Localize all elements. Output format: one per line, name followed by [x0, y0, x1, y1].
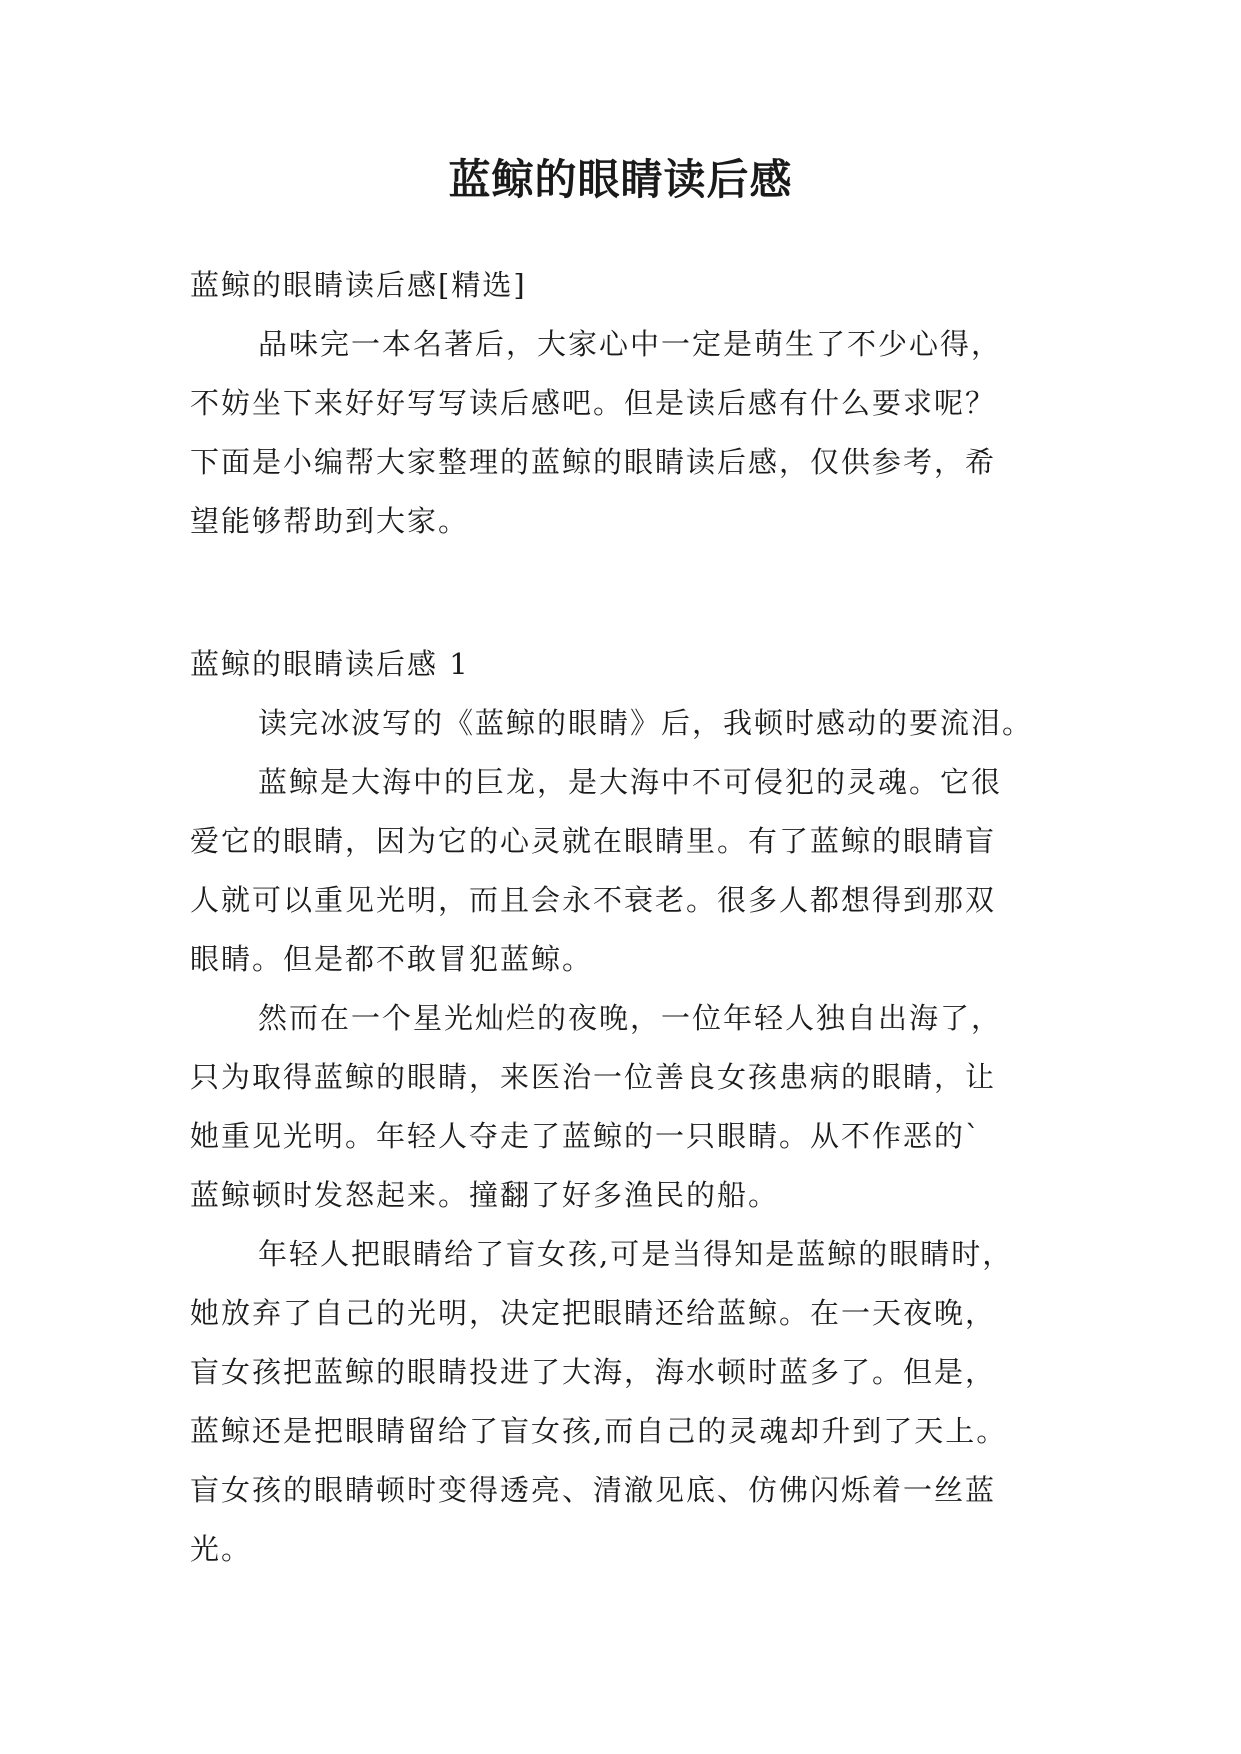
paragraph-line: 然而在一个星光灿烂的夜晚，一位年轻人独自出海了，: [258, 1001, 1003, 1035]
paragraph-line: 她放弃了自己的光明，决定把眼睛还给蓝鲸。在一天夜晚，: [190, 1296, 997, 1330]
paragraph-line: 读完冰波写的《蓝鲸的眼睛》后，我顿时感动的要流泪。: [258, 706, 1034, 740]
paragraph-line: 下面是小编帮大家整理的蓝鲸的眼睛读后感，仅供参考，希: [190, 445, 997, 479]
paragraph-line: 蓝鲸顿时发怒起来。撞翻了好多渔民的船。: [190, 1178, 780, 1212]
paragraph-line: 眼睛。但是都不敢冒犯蓝鲸。: [190, 942, 594, 976]
paragraph-line: 蓝鲸是大海中的巨龙，是大海中不可侵犯的灵魂。它很: [258, 765, 1003, 799]
paragraph-line: 蓝鲸还是把眼睛留给了盲女孩,而自己的灵魂却升到了天上。: [190, 1414, 1008, 1448]
document-title: 蓝鲸的眼睛读后感: [448, 155, 793, 204]
paragraph-line: 人就可以重见光明，而且会永不衰老。很多人都想得到那双: [190, 883, 997, 917]
paragraph-line: 盲女孩把蓝鲸的眼睛投进了大海，海水顿时蓝多了。但是，: [190, 1355, 997, 1389]
paragraph-line: 品味完一本名著后，大家心中一定是萌生了不少心得，: [258, 327, 1003, 361]
section-gap: [190, 551, 1070, 635]
paragraph-line: 她重见光明。年轻人夺走了蓝鲸的一只眼睛。从不作恶的`: [190, 1119, 982, 1153]
section-heading: 蓝鲸的眼睛读后感 1: [190, 647, 470, 681]
paragraph-line: 光。: [190, 1532, 253, 1566]
paragraph-line: 爱它的眼睛，因为它的心灵就在眼睛里。有了蓝鲸的眼睛盲: [190, 824, 997, 858]
document-body: [190, 256, 1070, 1579]
subtitle-line: 蓝鲸的眼睛读后感[精选]: [190, 268, 527, 302]
paragraph-line: 望能够帮助到大家。: [190, 504, 470, 538]
paragraph-line: 年轻人把眼睛给了盲女孩,可是当得知是蓝鲸的眼睛时，: [258, 1237, 1014, 1271]
paragraph-line: 盲女孩的眼睛顿时变得透亮、清澈见底、仿佛闪烁着一丝蓝: [190, 1473, 997, 1507]
paragraph-line: 只为取得蓝鲸的眼睛，来医治一位善良女孩患病的眼睛，让: [190, 1060, 997, 1094]
paragraph-line: 不妨坐下来好好写写读后感吧。但是读后感有什么要求呢？: [190, 386, 997, 420]
